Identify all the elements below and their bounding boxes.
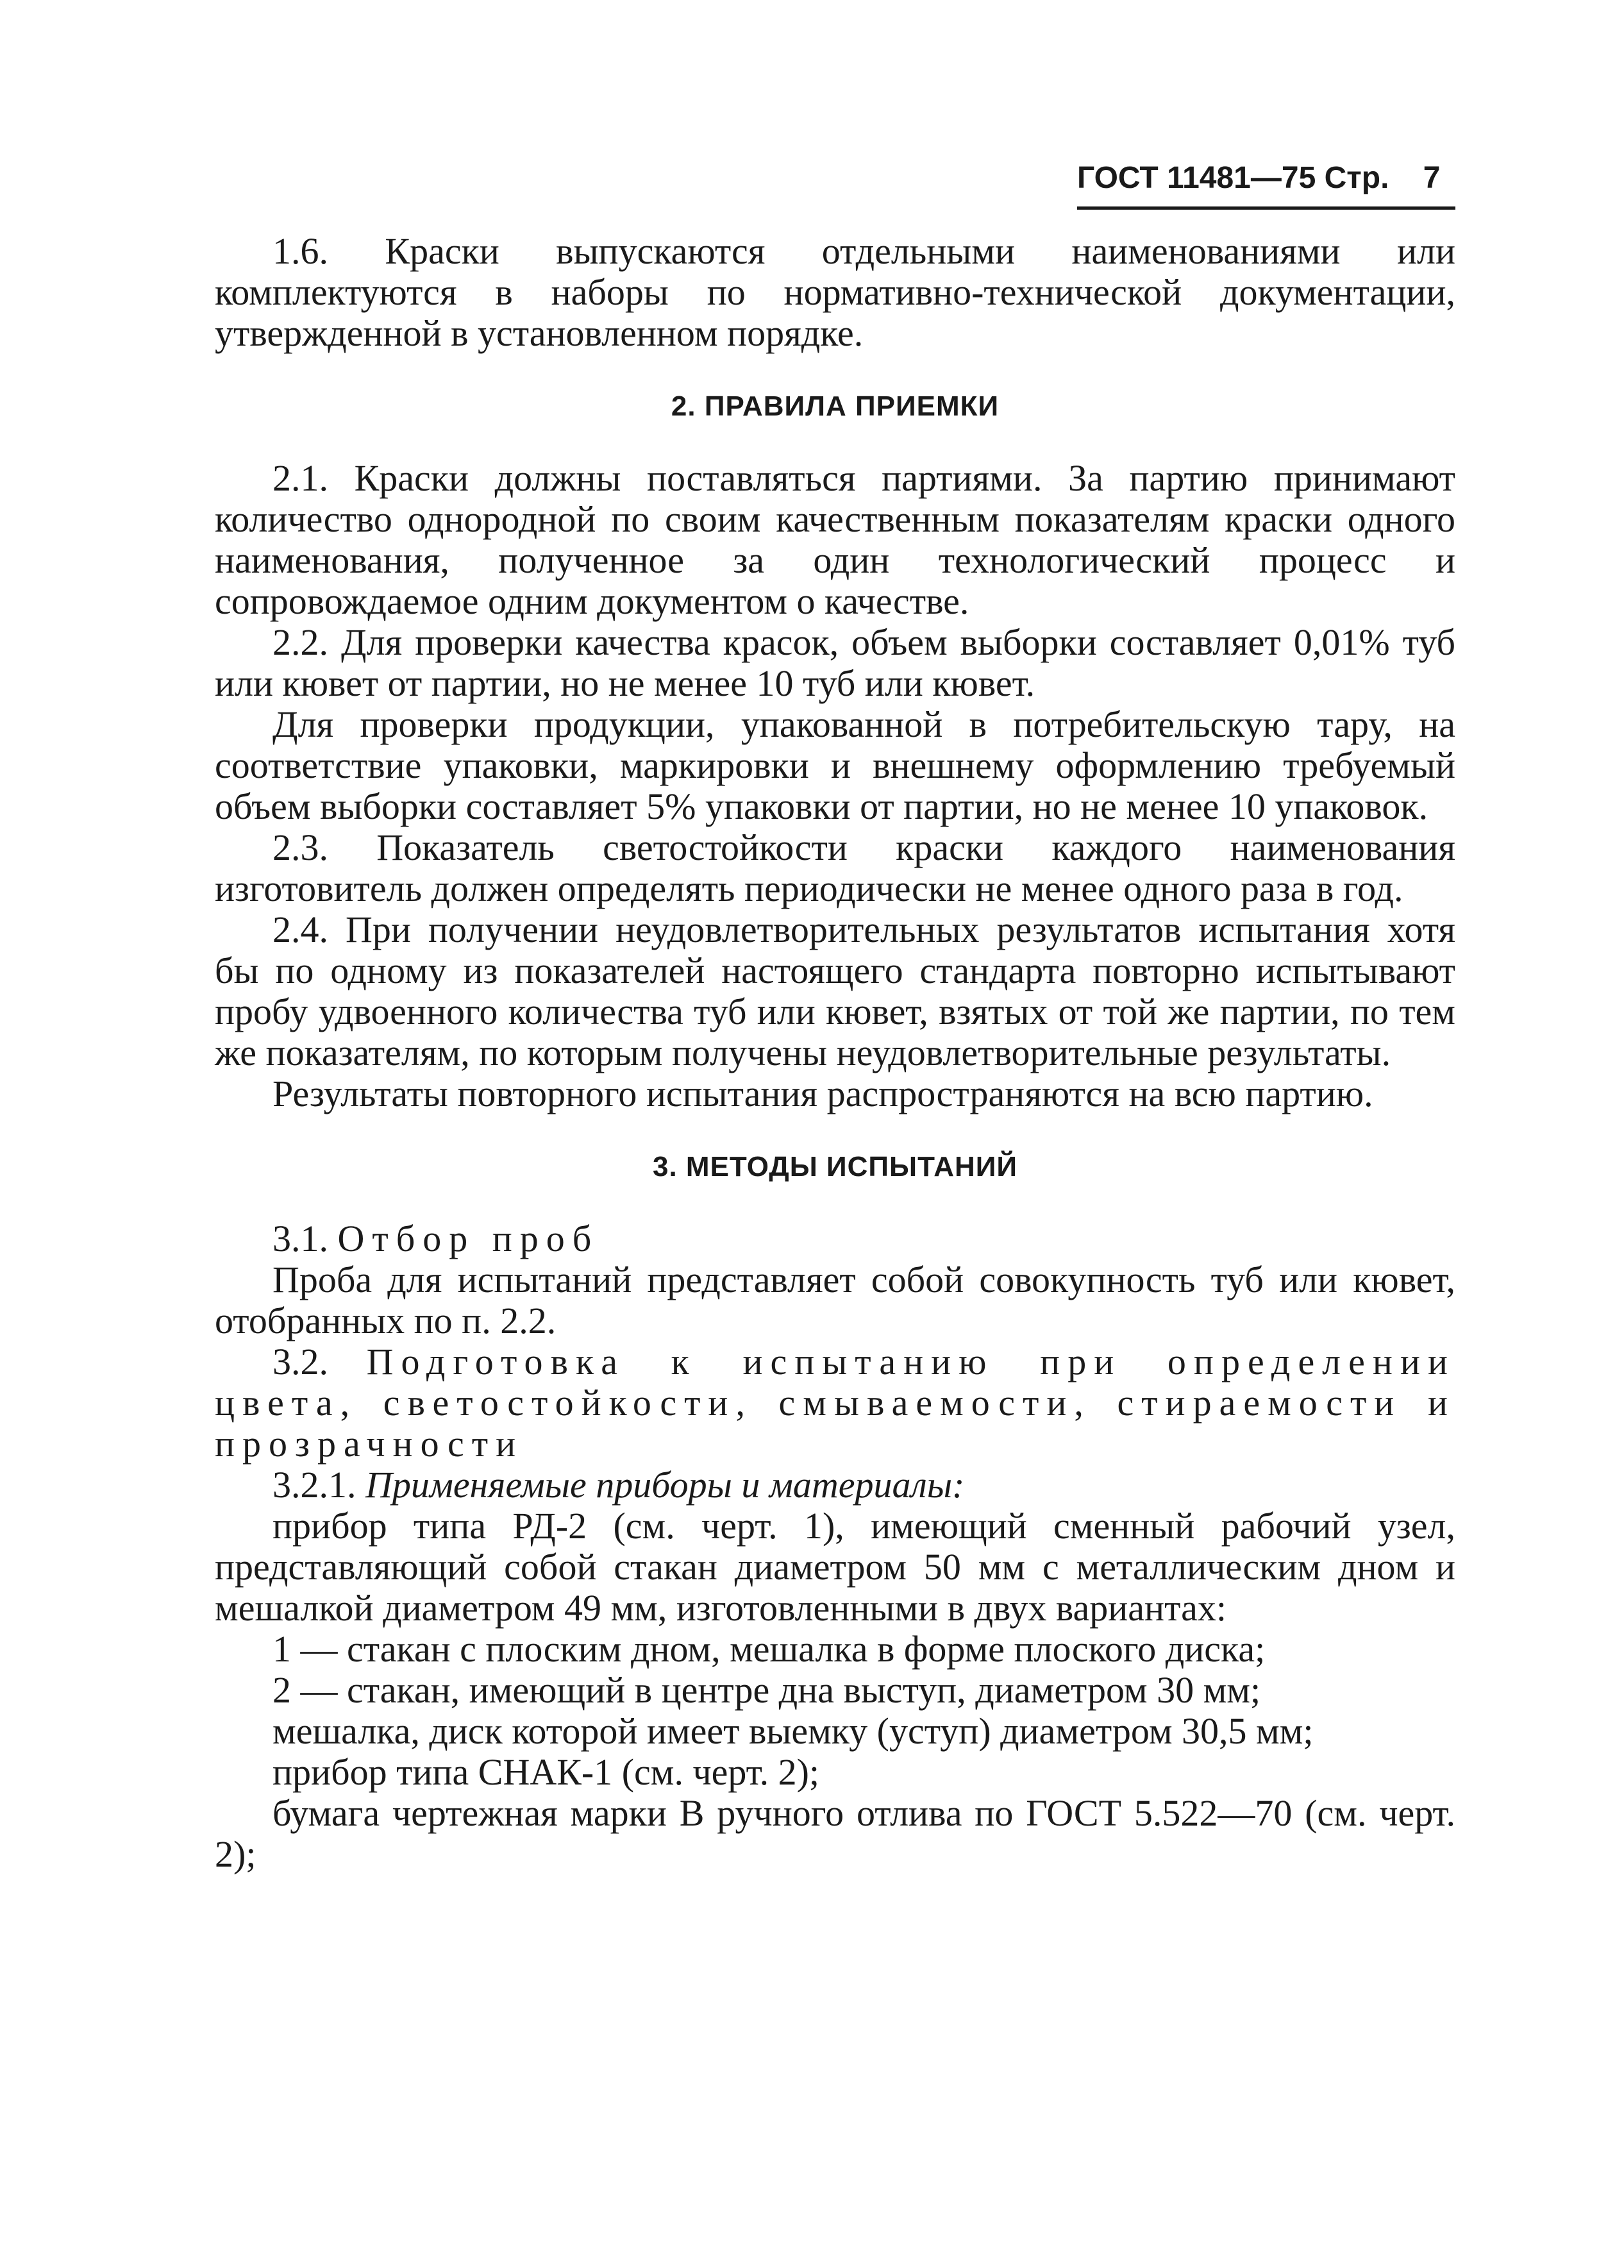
clause-number: 3.2.1.: [272, 1464, 356, 1506]
page-header: [1077, 160, 1455, 196]
page-number: 7: [1423, 161, 1441, 195]
standard-number: ГОСТ 11481—75: [1077, 161, 1316, 195]
paper-text: бумага чертежная марки В ручного отлива по ГОСТ 5.522—70 (см. черт. 2);: [215, 1792, 1455, 1875]
paragraph-3-2-title: [215, 1341, 1455, 1465]
clause-title: Применяемые приборы и материалы:: [365, 1464, 965, 1506]
clause-title: Отбор проб: [337, 1218, 599, 1259]
paragraph-2-4: 2.4. При получении неудовлетворительных результатов испытания хотя бы по одному из показателей настоящего стандарта повторно испытывают пробу удвоенного количества туб или кювет, взятых от той же партии, по тем же показателям, по которым получены неудовлетворительные результаты.: [215, 909, 1455, 1073]
paragraph-3-1-text: Проба для испытаний представляет собой совокупность туб или кювет, отобранных по п. 2.2.: [215, 1259, 1455, 1341]
clause-title: Подготовка к испытанию при определении цвета, светостойкости, смываемости, стираемости и прозрачности: [215, 1341, 1455, 1465]
paragraph-2-2: 2.2. Для проверки качества красок, объем выборки составляет 0,01% туб или кювет от партии, но не менее 10 туб или кювет.: [215, 621, 1455, 704]
device-snak-text: прибор типа СНАК-1 (см. черт. 2);: [272, 1751, 820, 1793]
clause-number: 3.2.: [272, 1341, 328, 1382]
clause-number: 3.1.: [272, 1218, 328, 1259]
variant-1: 1 — стакан с плоским дном, мешалка в форме плоского диска;: [272, 1628, 1266, 1670]
variant-2-continued: мешалка, диск которой имеет выемку (уступ) диаметром 30,5 мм;: [272, 1710, 1314, 1752]
section-3-heading: 3. МЕТОДЫ ИСПЫТАНИЙ: [653, 1151, 1017, 1182]
header-rule: [1077, 206, 1455, 210]
device-rd2-text: прибор типа РД-2 (см. черт. 1), имеющий сменный рабочий узел, представляющий собой стакан диаметром 50 мм с металлическим дном и мешалкой диаметром 49 мм, изготовленными в двух вариантах:: [215, 1505, 1455, 1629]
section-2-heading: 2. ПРАВИЛА ПРИЕМКИ: [671, 391, 1000, 422]
page-label: Стр.: [1324, 161, 1389, 195]
paragraph-2-2-continued: Для проверки продукции, упакованной в потребительскую тару, на соответствие упаковки, маркировки и внешнему оформлению требуемый объем выборки составляет 5% упаковки от партии, но не менее 10 упаковок.: [215, 703, 1455, 827]
paragraph-2-4-continued: Результаты повторного испытания распространяются на всю партию.: [272, 1073, 1373, 1114]
paragraph-3-1-title: [215, 1218, 1455, 1259]
paragraph-2-3: 2.3. Показатель светостойкости краски каждого наименования изготовитель должен определять периодически не менее одного раза в год.: [215, 827, 1455, 909]
document-body: [215, 231, 1455, 1875]
paragraph-2-1: 2.1. Краски должны поставляться партиями. За партию принимают количество однородной по своим качественным показателям краски одного наименования, полученное за один технологический процесс и сопровождаемое одним документом о качестве.: [215, 457, 1455, 622]
paragraph-3-2-1-title: [215, 1465, 1455, 1506]
paragraph-1-6: 1.6. Краски выпускаются отдельными наименованиями или комплектуются в наборы по нормативно-технической документации, утвержденной в установленном порядке.: [215, 230, 1455, 354]
variant-2: 2 — стакан, имеющий в центре дна выступ, диаметром 30 мм;: [272, 1669, 1261, 1711]
